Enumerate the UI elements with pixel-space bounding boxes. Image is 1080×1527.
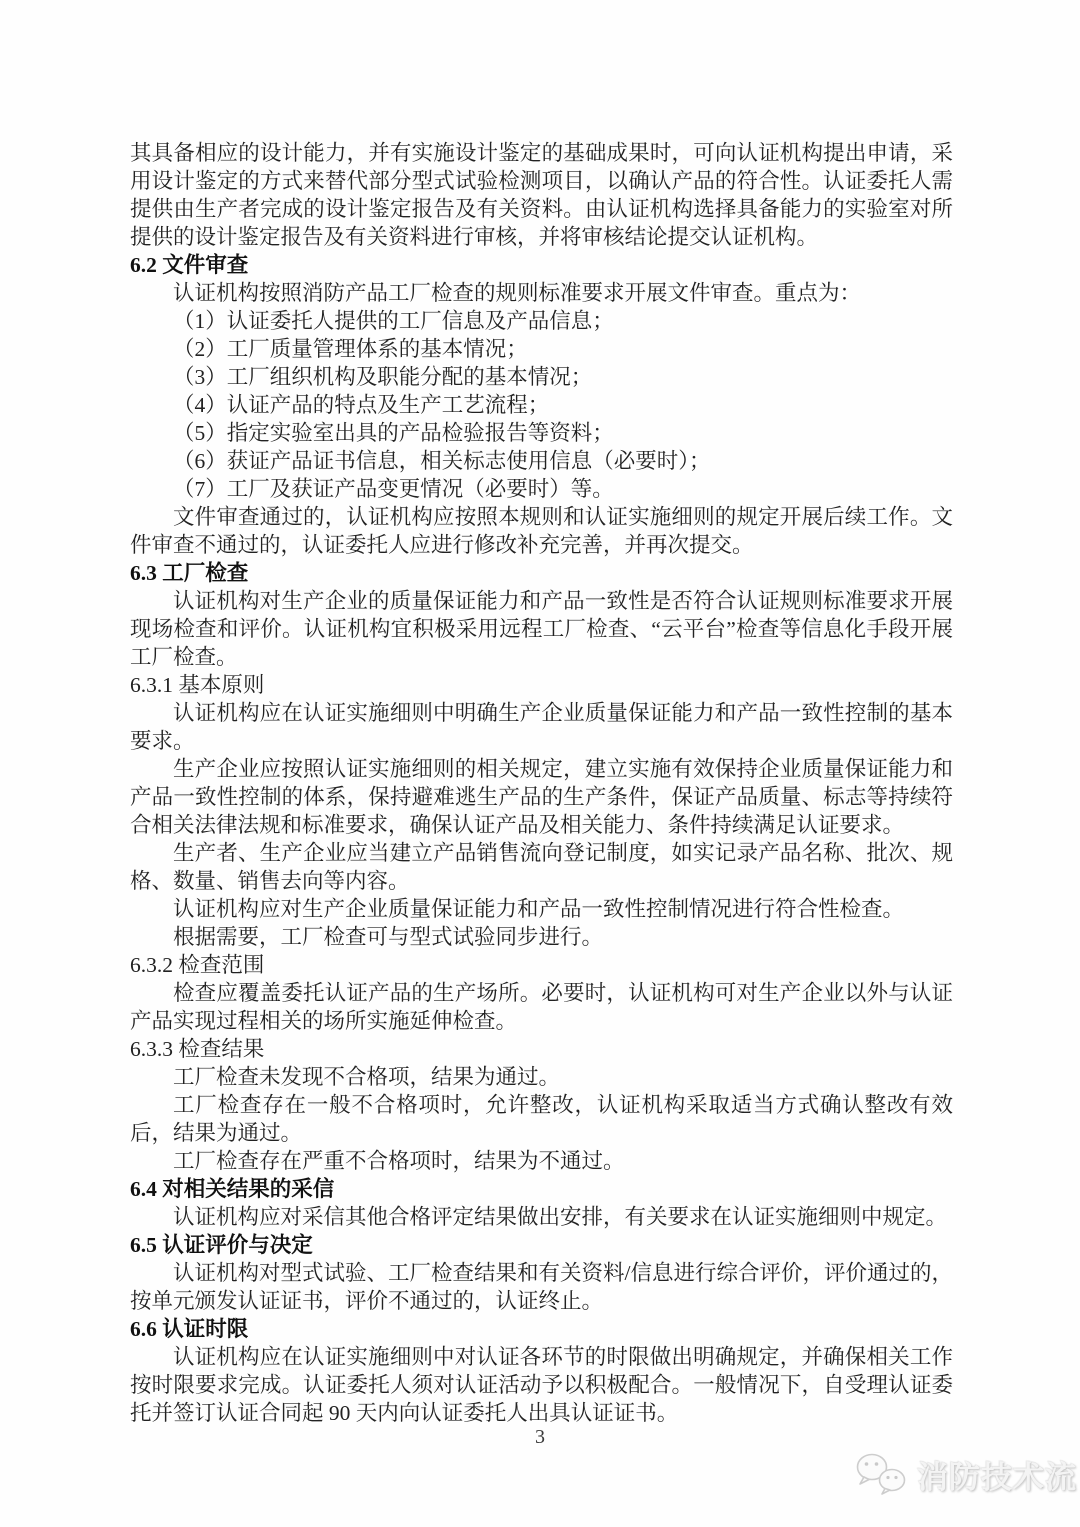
paragraph: 工厂检查未发现不合格项，结果为通过。 [173,1065,561,1089]
paragraph: 检查应覆盖委托认证产品的生产场所。必要时，认证机构可对生产企业以外与认证产品实现过程相关的场所实施延伸检查。 [130,981,953,1033]
section-heading: 6.6 认证时限 [130,1317,249,1341]
paragraph: 认证机构应在认证实施细则中明确生产企业质量保证能力和产品一致性控制的基本要求。 [130,701,953,753]
section-heading: 6.3 工厂检查 [130,561,249,585]
subsection-heading: 6.3.3 检查结果 [130,1037,265,1061]
paragraph: 生产企业应按照认证实施细则的相关规定，建立实施有效保持企业质量保证能力和产品一致性控制的体系，保持避难逃生产品的生产条件，保证产品质量、标志等持续符合相关法律法规和标准要求，确保认证产品及相关能力、条件持续满足认证要求。 [130,757,953,837]
list-item: （4）认证产品的特点及生产工艺流程； [173,393,550,417]
list-item: （5）指定实验室出具的产品检验报告等资料； [173,421,614,445]
paragraph: 认证机构对生产企业的质量保证能力和产品一致性是否符合认证规则标准要求开展现场检查和评价。认证机构宜积极采用远程工厂检查、“云平台”检查等信息化手段开展工厂检查。 [130,589,953,669]
subsection-heading: 6.3.1 基本原则 [130,673,265,697]
watermark-label: 消防技术流 [917,1459,1077,1495]
paragraph: 工厂检查存在严重不合格项时，结果为不通过。 [173,1149,625,1173]
subsection-heading: 6.3.2 检查范围 [130,953,265,977]
paragraph: 认证机构按照消防产品工厂检查的规则标准要求开展文件审查。重点为： [173,281,862,305]
paragraph: 生产者、生产企业应当建立产品销售流向登记制度，如实记录产品名称、批次、规格、数量、销售去向等内容。 [130,841,953,893]
wechat-icon [854,1450,910,1498]
paragraph: 认证机构应对采信其他合格评定结果做出安排，有关要求在认证实施细则中规定。 [173,1205,948,1229]
section-heading: 6.2 文件审查 [130,253,249,277]
watermark [854,1450,1077,1498]
document-body [130,139,953,1427]
list-item: （7）工厂及获证产品变更情况（必要时）等。 [173,477,614,501]
paragraph: 认证机构对型式试验、工厂检查结果和有关资料/信息进行综合评价，评价通过的，按单元颁发认证证书，评价不通过的，认证终止。 [130,1261,953,1313]
list-item: （6）获证产品证书信息，相关标志使用信息（必要时）； [173,449,711,473]
list-item: （2）工厂质量管理体系的基本情况； [173,337,528,361]
paragraph: 认证机构应在认证实施细则中对认证各环节的时限做出明确规定，并确保相关工作按时限要求完成。认证委托人须对认证活动予以积极配合。一般情况下，自受理认证委托并签订认证合同起 90 天内向认证委托人出具认证证书。 [130,1345,953,1425]
section-heading: 6.5 认证评价与决定 [130,1233,313,1257]
list-item: （1）认证委托人提供的工厂信息及产品信息； [173,309,614,333]
paragraph: 认证机构应对生产企业质量保证能力和产品一致性控制情况进行符合性检查。 [173,897,905,921]
section-heading: 6.4 对相关结果的采信 [130,1177,335,1201]
list-item: （3）工厂组织机构及职能分配的基本情况； [173,365,593,389]
paragraph-continuation: 其具备相应的设计能力，并有实施设计鉴定的基础成果时，可向认证机构提出申请，采用设计鉴定的方式来替代部分型式试验检测项目，以确认产品的符合性。认证委托人需提供由生产者完成的设计鉴定报告及有关资料。由认证机构选择具备能力的实验室对所提供的设计鉴定报告及有关资料进行审核，并将审核结论提交认证机构。 [130,141,953,249]
page-number: 3 [535,1426,545,1448]
paragraph: 工厂检查存在一般不合格项时，允许整改，认证机构采取适当方式确认整改有效后，结果为通过。 [130,1093,953,1145]
paragraph: 文件审查通过的，认证机构应按照本规则和认证实施细则的规定开展后续工作。文件审查不通过的，认证委托人应进行修改补充完善，并再次提交。 [130,505,953,557]
paragraph: 根据需要，工厂检查可与型式试验同步进行。 [173,925,604,949]
